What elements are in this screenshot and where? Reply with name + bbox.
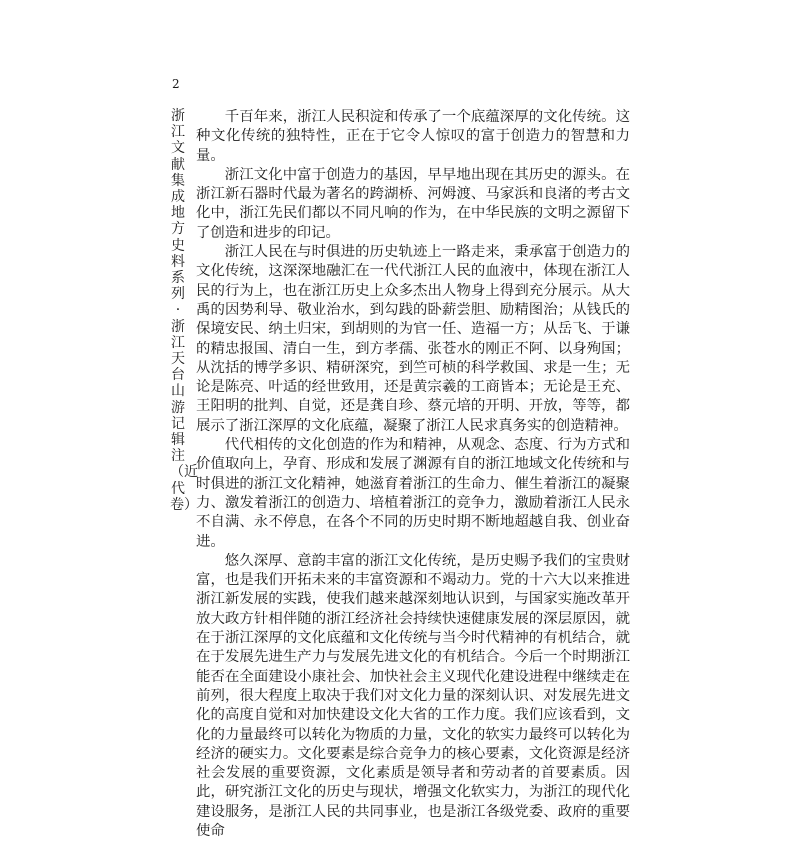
paragraph-2: 浙江文化中富于创造力的基因，早早地出现在其历史的源头。在浙江新石器时代最为著名的跨湖桥、河姆渡、马家浜和良渚的考古文化中，浙江先民们都以不同凡响的作为，在中华民族的文明之源留下了创造和进步的印记。 <box>196 166 630 241</box>
paragraph-4: 代代相传的文化创造的作为和精神，从观念、态度、行为方式和价值取向上，孕育、形成和发展了渊源有自的浙江地域文化传统和与时俱进的浙江文化精神，她滋育着浙江的生命力、催生着浙江的凝聚力、激发着浙江的创造力、培植着浙江的竞争力，激励着浙江人民永不自满、永不停息，在各个不同的历史时期不断地超越自我、创业奋进。 <box>196 437 630 550</box>
running-head-vertical: 浙江文献集成地方史料系列·浙江天台山游记辑注（近代卷） <box>170 108 198 513</box>
paragraph-5: 悠久深厚、意韵丰富的浙江文化传统，是历史赐予我们的宝贵财富，也是我们开拓未来的丰富资源和不竭动力。党的十六大以来推进浙江新发展的实践，使我们越来越深刻地认识到，与国家实施改革开放大政方针相伴随的浙江经济社会持续快速健康发展的深层原因，就在于浙江深厚的文化底蕴和文化传统与当今时代精神的有机结合，就在于发展先进生产力与发展先进文化的有机结合。今后一个时期浙江能否在全面建设小康社会、加快社会主义现代化建设进程中继续走在前列，很大程度上取决于我们对文化力量的深刻认识、对发展先进文化的高度自觉和对加快建设文化大省的工作力度。我们应该看到，文化的力量最终可以转化为物质的力量，文化的软实力最终可以转化为经济的硬实力。文化要素是综合竞争力的核心要素，文化资源是经济社会发展的重要资源，文化素质是领导者和劳动者的首要素质。因此，研究浙江文化的历史与现状，增强文化软实力，为浙江的现代化建设服务，是浙江人民的共同事业，也是浙江各级党委、政府的重要使命 <box>196 552 630 839</box>
paragraph-3: 浙江人民在与时俱进的历史轨迹上一路走来，秉承富于创造力的文化传统，这深深地融汇在一代代浙江人民的血液中，体现在浙江人民的行为上，也在浙江历史上众多杰出人物身上得到充分展示。从大禹的因势利导、敬业治水，到勾践的卧薪尝胆、励精图治；从钱氏的保境安民、纳土归宋，到胡则的为官一任、造福一方；从岳飞、于谦的精忠报国、清白一生，到方孝孺、张苍水的刚正不阿、以身殉国；从沈括的博学多识、精研深究，到竺可桢的科学救国、求是一生；无论是陈亮、叶适的经世致用，还是黄宗羲的工商皆本；无论是王充、王阳明的批判、自觉，还是龚自珍、蔡元培的开明、开放，等等，都展示了浙江深厚的文化底蕴，凝聚了浙江人民求真务实的创造精神。 <box>196 244 630 434</box>
paragraph-1: 千百年来，浙江人民积淀和传承了一个底蕴深厚的文化传统。这种文化传统的独特性，正在于它令人惊叹的富于创造力的智慧和力量。 <box>196 109 630 164</box>
page-number: 2 <box>172 77 180 91</box>
body-text <box>196 108 630 841</box>
